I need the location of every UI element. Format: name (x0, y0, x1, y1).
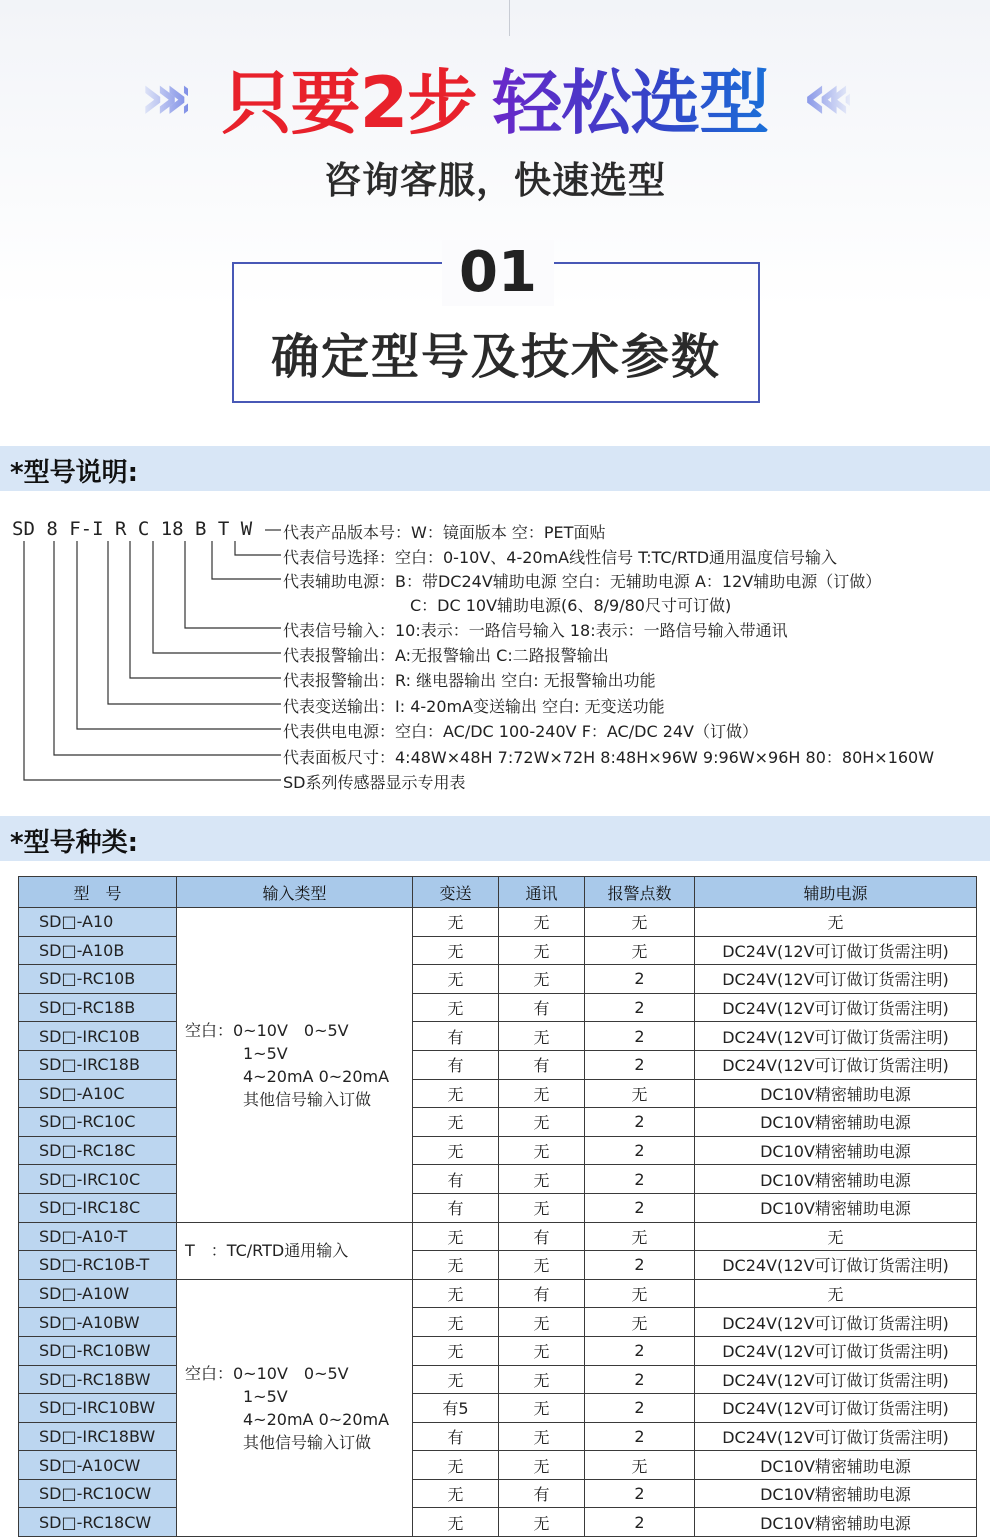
cell-alarm-points: 无 (585, 1222, 695, 1251)
cell-model: SD□-RC10B (19, 965, 177, 994)
cell-alarm-points: 2 (585, 1193, 695, 1222)
cell-comm: 有 (499, 1222, 585, 1251)
cell-transmit: 无 (413, 1279, 499, 1308)
table-row (19, 1251, 977, 1280)
cell-aux-power: 无 (695, 1222, 977, 1251)
cell-alarm-points: 2 (585, 1165, 695, 1194)
section-heading: *型号种类: (10, 828, 138, 858)
cell-comm: 无 (499, 1365, 585, 1394)
table-row (19, 1365, 977, 1394)
cell-comm: 无 (499, 1079, 585, 1108)
cell-comm: 无 (499, 1165, 585, 1194)
cell-transmit: 无 (413, 993, 499, 1022)
model-type-table (18, 876, 977, 1537)
table-row (19, 1165, 977, 1194)
cell-aux-power: DC24V(12V可订做订货需注明) (695, 1422, 977, 1451)
cell-alarm-points: 2 (585, 993, 695, 1022)
table-row (19, 1479, 977, 1508)
code-desc-panel-size: 代表面板尺寸：4:48W×48H 7:72W×72H 8:48H×96W 9:96W×96H 80：80H×160W (283, 748, 935, 767)
cell-transmit: 有 (413, 1165, 499, 1194)
cell-alarm-points: 无 (585, 908, 695, 937)
table-row (19, 1108, 977, 1137)
cell-comm: 无 (499, 1508, 585, 1537)
cell-alarm-points: 2 (585, 1251, 695, 1280)
cell-alarm-points: 2 (585, 1022, 695, 1051)
input-type-line: 其他信号输入订做 (243, 1089, 372, 1109)
table-row (19, 1193, 977, 1222)
input-type-line: 空白：0~10V 0~5V (185, 1020, 349, 1040)
cell-model: SD□-RC10C (19, 1108, 177, 1137)
cell-aux-power: 无 (695, 1279, 977, 1308)
cell-aux-power: 无 (695, 908, 977, 937)
cell-transmit: 无 (413, 1222, 499, 1251)
cell-model: SD□-RC18C (19, 1136, 177, 1165)
table-row (19, 1222, 977, 1251)
col-header-alarm-points: 报警点数 (585, 877, 695, 908)
cell-model: SD□-IRC18BW (19, 1422, 177, 1451)
cell-transmit: 有 (413, 1422, 499, 1451)
cell-alarm-points: 无 (585, 1279, 695, 1308)
code-desc-aux-power-c: C：DC 10V辅助电源(6、8/9/80尺寸可订做) (410, 596, 732, 615)
cell-alarm-points: 2 (585, 1050, 695, 1079)
cell-model: SD□-IRC10BW (19, 1394, 177, 1423)
cell-alarm-points: 无 (585, 1308, 695, 1337)
cell-model: SD□-IRC10B (19, 1022, 177, 1051)
input-type-line: 空白：0~10V 0~5V (185, 1363, 349, 1383)
table-row (19, 965, 977, 994)
title-main: 轻松选型 (492, 47, 768, 148)
cell-alarm-points: 2 (585, 1136, 695, 1165)
code-desc-alarm-output-c: 代表报警输出：A:无报警输出 C:二路报警输出 (283, 646, 609, 665)
cell-aux-power: DC10V精密辅助电源 (695, 1136, 977, 1165)
cell-aux-power: DC10V精密辅助电源 (695, 1193, 977, 1222)
cell-model: SD□-A10 (19, 908, 177, 937)
cell-transmit: 有 (413, 1022, 499, 1051)
table-row (19, 1022, 977, 1051)
cell-model: SD□-RC10CW (19, 1479, 177, 1508)
cell-aux-power: DC24V(12V可订做订货需注明) (695, 1050, 977, 1079)
cell-aux-power: DC24V(12V可订做订货需注明) (695, 936, 977, 965)
cell-aux-power: DC10V精密辅助电源 (695, 1108, 977, 1137)
cell-transmit: 有 (413, 1050, 499, 1079)
cell-model: SD□-RC18CW (19, 1508, 177, 1537)
table-row (19, 1451, 977, 1480)
cell-model: SD□-A10W (19, 1279, 177, 1308)
cell-alarm-points: 2 (585, 1336, 695, 1365)
step-number: 01 (442, 240, 554, 306)
col-header-transmit: 变送 (413, 877, 499, 908)
cell-alarm-points: 2 (585, 1365, 695, 1394)
cell-aux-power: DC24V(12V可订做订货需注明) (695, 1394, 977, 1423)
section-heading: *型号说明: (10, 458, 138, 488)
model-code: SD 8 F-I R C 18 B T W (12, 518, 253, 540)
cell-aux-power: DC10V精密辅助电源 (695, 1479, 977, 1508)
input-type-line: 1~5V (243, 1386, 288, 1406)
cell-model: SD□-A10BW (19, 1308, 177, 1337)
cell-transmit: 有 (413, 1193, 499, 1222)
cell-comm: 无 (499, 1022, 585, 1051)
cell-comm: 无 (499, 908, 585, 937)
cell-aux-power: DC10V精密辅助电源 (695, 1508, 977, 1537)
cell-aux-power: DC10V精密辅助电源 (695, 1451, 977, 1480)
cell-comm: 无 (499, 1108, 585, 1137)
cell-aux-power: DC24V(12V可订做订货需注明) (695, 1022, 977, 1051)
cell-comm: 无 (499, 1251, 585, 1280)
cell-input-type (177, 1222, 413, 1279)
input-type-line: 4~20mA 0~20mA (243, 1409, 390, 1429)
col-header-comm: 通讯 (499, 877, 585, 908)
cell-transmit: 无 (413, 1508, 499, 1537)
code-desc-aux-power: 代表辅助电源：B：带DC24V辅助电源 空白：无辅助电源 A：12V辅助电源（订做） (283, 572, 882, 591)
cell-model: SD□-IRC18C (19, 1193, 177, 1222)
cell-transmit: 无 (413, 1108, 499, 1137)
title-highlight: 只要2步 (221, 61, 477, 144)
input-type-line: T ：TC/RTD通用输入 (185, 1241, 349, 1261)
cell-aux-power: DC10V精密辅助电源 (695, 1165, 977, 1194)
cell-alarm-points: 无 (585, 1451, 695, 1480)
cell-alarm-points: 无 (585, 1079, 695, 1108)
code-desc-power-supply: 代表供电电源：空白：AC/DC 100-240V F：AC/DC 24V（订做） (283, 722, 759, 741)
double-chevron-left-icon: «« (802, 60, 851, 133)
cell-comm: 有 (499, 1279, 585, 1308)
cell-comm: 无 (499, 1451, 585, 1480)
code-desc-version: 代表产品版本号：W：镜面版本 空：PET面贴 (283, 523, 606, 542)
cell-aux-power: DC24V(12V可订做订货需注明) (695, 1336, 977, 1365)
code-desc-signal-input: 代表信号输入：10:表示：一路信号输入 18:表示：一路信号输入带通讯 (283, 621, 788, 640)
cell-comm: 无 (499, 1422, 585, 1451)
cell-comm: 无 (499, 1394, 585, 1423)
cell-transmit: 无 (413, 1079, 499, 1108)
table-body (19, 908, 977, 1537)
cell-alarm-points: 2 (585, 1479, 695, 1508)
cell-model: SD□-IRC10C (19, 1165, 177, 1194)
cell-comm: 无 (499, 1193, 585, 1222)
double-chevron-right-icon: »» (139, 60, 188, 133)
section-band-model-types (0, 816, 990, 861)
input-type-line: 其他信号输入订做 (243, 1432, 372, 1452)
table-row (19, 1308, 977, 1337)
input-type-line: 1~5V (243, 1043, 288, 1063)
cell-alarm-points: 2 (585, 1422, 695, 1451)
code-desc-series: SD系列传感器显示专用表 (283, 773, 466, 792)
cell-transmit: 有5 (413, 1394, 499, 1423)
cell-alarm-points: 2 (585, 1108, 695, 1137)
col-header-input-type: 输入类型 (177, 877, 413, 908)
cell-aux-power: DC24V(12V可订做订货需注明) (695, 965, 977, 994)
cell-transmit: 无 (413, 908, 499, 937)
cell-transmit: 无 (413, 1336, 499, 1365)
cell-model: SD□-RC18BW (19, 1365, 177, 1394)
cell-transmit: 无 (413, 936, 499, 965)
cell-model: SD□-RC18B (19, 993, 177, 1022)
code-desc-signal-select: 代表信号选择：空白：0-10V、4-20mA线性信号 T:TC/RTD通用温度信号输入 (283, 548, 838, 567)
cell-transmit: 无 (413, 1365, 499, 1394)
table-row (19, 1422, 977, 1451)
table-row (19, 1050, 977, 1079)
cell-model: SD□-A10C (19, 1079, 177, 1108)
table-row (19, 1079, 977, 1108)
cell-comm: 无 (499, 965, 585, 994)
cell-aux-power: DC24V(12V可订做订货需注明) (695, 993, 977, 1022)
cell-aux-power: DC24V(12V可订做订货需注明) (695, 1365, 977, 1394)
cell-model: SD□-RC10B-T (19, 1251, 177, 1280)
cell-alarm-points: 无 (585, 936, 695, 965)
cell-comm: 有 (499, 1479, 585, 1508)
table-row (19, 1336, 977, 1365)
table-row (19, 993, 977, 1022)
code-desc-alarm-output-r: 代表报警输出：R: 继电器输出 空白: 无报警输出功能 (283, 671, 656, 690)
cell-comm: 无 (499, 1336, 585, 1365)
table-row (19, 1394, 977, 1423)
cell-alarm-points: 2 (585, 965, 695, 994)
table-row (19, 936, 977, 965)
cell-input-type (177, 1279, 413, 1536)
cell-comm: 有 (499, 1050, 585, 1079)
cell-comm: 无 (499, 1136, 585, 1165)
cell-aux-power: DC10V精密辅助电源 (695, 1079, 977, 1108)
cell-model: SD□-IRC18B (19, 1050, 177, 1079)
subtitle: 咨询客服，快速选型 (324, 159, 666, 202)
cell-model: SD□-RC10BW (19, 1336, 177, 1365)
step-title: 确定型号及技术参数 (270, 329, 721, 385)
table-header-row (19, 877, 977, 908)
code-desc-transmit-output: 代表变送输出：I: 4-20mA变送输出 空白: 无变送功能 (283, 697, 665, 716)
cell-transmit: 无 (413, 965, 499, 994)
cell-model: SD□-A10CW (19, 1451, 177, 1480)
cell-transmit: 无 (413, 1479, 499, 1508)
table-row (19, 1508, 977, 1537)
input-type-line: 4~20mA 0~20mA (243, 1066, 390, 1086)
cell-comm: 有 (499, 993, 585, 1022)
cell-aux-power: DC24V(12V可订做订货需注明) (695, 1308, 977, 1337)
cell-aux-power: DC24V(12V可订做订货需注明) (695, 1251, 977, 1280)
table-row (19, 1279, 977, 1308)
cell-input-type (177, 908, 413, 1223)
cell-model: SD□-A10B (19, 936, 177, 965)
cell-transmit: 无 (413, 1136, 499, 1165)
cell-alarm-points: 2 (585, 1508, 695, 1537)
cell-transmit: 无 (413, 1251, 499, 1280)
cell-transmit: 无 (413, 1451, 499, 1480)
table-row (19, 1136, 977, 1165)
table-row (19, 908, 977, 937)
cell-model: SD□-A10-T (19, 1222, 177, 1251)
cell-alarm-points: 2 (585, 1394, 695, 1423)
cell-comm: 无 (499, 1308, 585, 1337)
col-header-aux-power: 辅助电源 (695, 877, 977, 908)
cell-transmit: 无 (413, 1308, 499, 1337)
cell-comm: 无 (499, 936, 585, 965)
col-header-model: 型 号 (19, 877, 177, 908)
